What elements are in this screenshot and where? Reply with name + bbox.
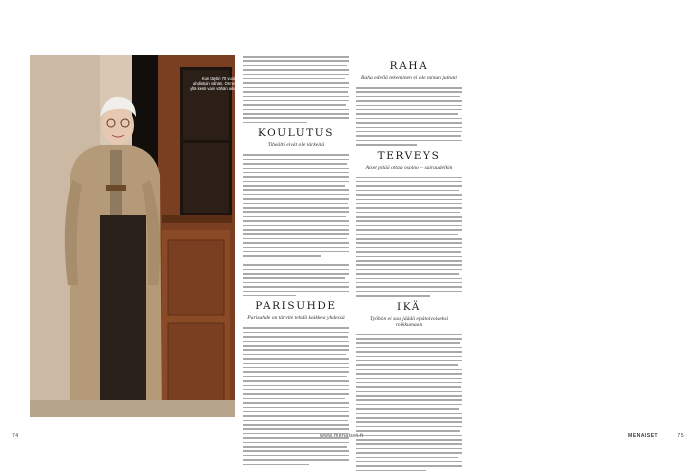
section-heading-ika: IKÄ [397, 300, 421, 313]
page-number-left: 74 [12, 433, 19, 439]
pull-quote-ika: Työhön ei saa jäädä epätoivoiseksi roikkumaan [369, 315, 449, 328]
section-heading-parisuhde: PARISUHDE [255, 300, 337, 313]
section-heading-koulutus: KOULUTUS [257, 127, 335, 140]
portrait-photo [30, 55, 235, 417]
text-column-left [243, 56, 349, 468]
section-heading-terveys: TERVEYS [377, 149, 441, 162]
page-number-right: 75 [677, 433, 684, 439]
pull-quote-parisuhde: Parisuhde on tärvite tehdä kaikkea yhdessä [247, 315, 345, 322]
site-url: www.menaiset.fi [320, 433, 364, 439]
text-column-right [356, 56, 462, 474]
photo-caption: Kun täytin 70 vuotta, ahdistuin vähän. Onneksi yllä kesti vain vähän aikaa. [190, 76, 240, 91]
section-heading-raha: RAHA [389, 60, 429, 72]
pull-quote-terveys: Aiset pitää ottaa osoino – sairaudelkin [365, 164, 453, 171]
pull-quote-raha: Raha edellä tekeminen ei ole minun juttuni [360, 75, 457, 81]
portrait-illustration [30, 55, 235, 417]
magazine-name: MENAISET [628, 433, 659, 439]
pull-quote-koulutus: Tiheälti eivät ole tärkeitä [267, 142, 325, 149]
